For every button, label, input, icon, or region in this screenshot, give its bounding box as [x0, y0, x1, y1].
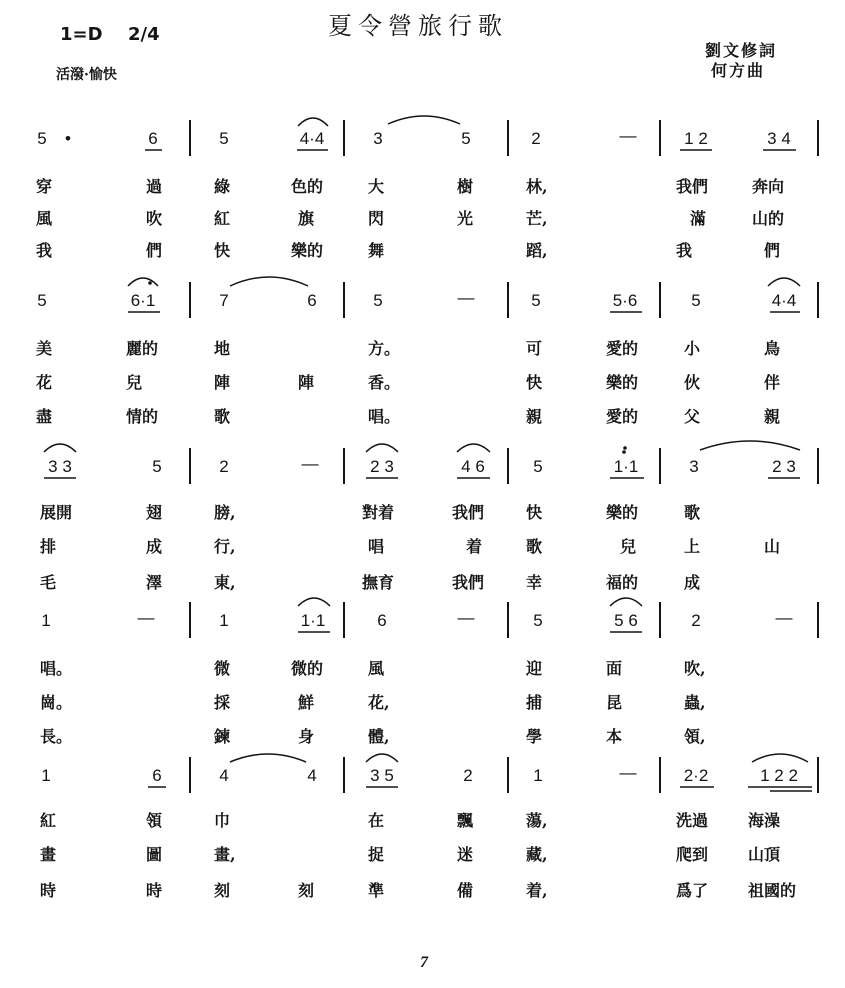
note: 2 [463, 766, 473, 785]
lyric: 陣 [214, 373, 231, 392]
composer-credit: 何方曲 [711, 61, 766, 80]
lyric: 過 [146, 177, 163, 196]
lyric: 唱。 [368, 407, 401, 426]
lyric: 排 [40, 537, 57, 556]
note: 5 [219, 129, 229, 148]
lyric: 對着 [362, 503, 395, 522]
lyric: 情的 [126, 407, 159, 426]
dash: — [619, 126, 637, 145]
lyric: 成 [146, 537, 163, 556]
lyric: 爬到 [676, 845, 709, 864]
lyric: 捉 [368, 845, 385, 864]
lyric: 們 [146, 241, 163, 260]
note: 1 [219, 611, 229, 630]
note: 1 2 2 [760, 766, 798, 785]
lyric: 幸 [526, 573, 543, 592]
note: 2·2 [683, 766, 709, 785]
lyric: 昆 [606, 693, 623, 712]
lyric: 領, [684, 727, 706, 746]
note: 4·4 [299, 129, 325, 148]
key-signature: 1=D [60, 24, 103, 45]
octave-dot [623, 446, 627, 450]
note-dot: • [65, 129, 71, 148]
slur [388, 116, 460, 124]
slur [700, 441, 800, 450]
slur [366, 754, 398, 762]
lyric: 吹 [146, 209, 163, 228]
note: 4 6 [461, 457, 485, 476]
lyric: 歌 [684, 503, 701, 522]
song-title: 夏令營旅行歌 [328, 12, 508, 40]
lyric: 花, [368, 693, 390, 712]
lyric: 翅 [146, 503, 163, 522]
lyric: 鳥 [764, 339, 781, 358]
note: 6 [152, 766, 162, 785]
lyric: 撫育 [362, 573, 395, 592]
note: 3 3 [48, 457, 72, 476]
lyric: 唱 [368, 537, 385, 556]
lyric: 樂的 [291, 241, 324, 260]
lyric: 微的 [291, 659, 324, 678]
note: 2 [219, 457, 229, 476]
lyric: 展開 [40, 503, 73, 522]
lyric: 我 [676, 241, 693, 260]
lyric: 紅 [214, 209, 231, 228]
lyric: 學 [526, 727, 543, 746]
lyric: 刻 [214, 881, 231, 900]
slur [610, 598, 642, 606]
lyric: 我們 [452, 503, 485, 522]
note: 6·1 [130, 291, 156, 310]
lyric: 巾 [214, 811, 231, 830]
lyric: 上 [684, 537, 701, 556]
octave-dot [148, 281, 152, 285]
lyric: 刻 [298, 881, 315, 900]
lyric: 山的 [752, 209, 785, 228]
lyric: 歌 [526, 537, 543, 556]
lyric: 着, [526, 881, 548, 900]
lyric: 愛的 [606, 339, 639, 358]
note: 5·6 [612, 291, 638, 310]
lyric: 快 [214, 241, 231, 260]
lyric: 盡 [36, 407, 53, 426]
lyric: 樂的 [606, 373, 639, 392]
lyric: 兒 [126, 373, 143, 392]
slur [128, 278, 158, 286]
lyric: 備 [457, 881, 474, 900]
note: 4 [307, 766, 317, 785]
lyric: 愛的 [606, 407, 639, 426]
lyric: 風 [36, 209, 53, 228]
lyric: 圖 [146, 845, 163, 864]
lyric: 崗。 [40, 693, 73, 712]
lyric: 旗 [298, 209, 315, 228]
lyric: 面 [606, 659, 623, 678]
lyric: 時 [40, 881, 57, 900]
slur [752, 754, 808, 762]
lyric: 時 [146, 881, 163, 900]
lyric: 我 [36, 241, 53, 260]
lyric: 我們 [676, 177, 709, 196]
lyric: 身 [298, 727, 315, 746]
lyric: 捕 [526, 693, 543, 712]
note: 5 [373, 291, 383, 310]
lyric: 伴 [764, 373, 781, 392]
slur [298, 118, 328, 126]
lyric: 膀, [214, 503, 236, 522]
lyric: 本 [606, 727, 623, 746]
note: 5 [533, 457, 543, 476]
lyric: 兒 [620, 537, 637, 556]
lyric: 父 [684, 407, 701, 426]
lyric: 地 [214, 339, 231, 358]
octave-dot [622, 450, 626, 454]
lyric: 滿 [690, 209, 707, 228]
note: 6 [307, 291, 317, 310]
dash: — [457, 608, 475, 627]
lyric: 迎 [526, 659, 543, 678]
note: 3 5 [370, 766, 394, 785]
note: 5 [531, 291, 541, 310]
lyric: 澤 [146, 573, 163, 592]
note: 3 [689, 457, 699, 476]
lyric: 唱。 [40, 659, 73, 678]
lyric: 閃 [368, 209, 385, 228]
note: 1 2 [684, 129, 708, 148]
lyric: 林, [526, 177, 548, 196]
note: 5 [37, 129, 47, 148]
lyric: 海澡 [748, 811, 781, 830]
note: 5 [533, 611, 543, 630]
note: 2 3 [370, 457, 394, 476]
dash: — [619, 763, 637, 782]
note: 1·1 [613, 457, 639, 476]
note: 1·1 [300, 611, 326, 630]
lyric: 領 [146, 811, 163, 830]
lyric: 奔向 [752, 177, 785, 196]
lyric: 長。 [40, 727, 73, 746]
lyric: 畫, [214, 845, 236, 864]
dash: — [775, 608, 793, 627]
lyric: 行, [214, 537, 236, 556]
lyric: 祖國的 [748, 881, 797, 900]
lyric: 風 [368, 659, 385, 678]
lyricist-credit: 劉文修詞 [705, 41, 778, 60]
lyric: 蕩, [526, 811, 548, 830]
lyric: 美 [36, 339, 53, 358]
lyric: 着 [466, 537, 483, 556]
lyric: 山頂 [748, 845, 781, 864]
lyric: 成 [684, 573, 701, 592]
note: 2 [691, 611, 701, 630]
lyric: 快 [526, 373, 543, 392]
note: 7 [219, 291, 229, 310]
lyric: 體, [368, 727, 390, 746]
lyric: 方。 [368, 339, 401, 358]
lyric: 採 [214, 693, 231, 712]
note: 4·4 [771, 291, 797, 310]
lyric: 東, [214, 573, 236, 592]
lyric: 親 [526, 407, 543, 426]
lyric: 歌 [214, 407, 231, 426]
lyric: 毛 [40, 573, 57, 592]
note: 3 [373, 129, 383, 148]
lyric: 香。 [368, 373, 401, 392]
note: 1 [41, 766, 51, 785]
note: 5 6 [614, 611, 638, 630]
lyric: 光 [457, 209, 474, 228]
lyric: 色的 [291, 177, 324, 196]
lyric: 穿 [36, 177, 53, 196]
lyric: 蹈, [526, 241, 548, 260]
lyric: 陣 [298, 373, 315, 392]
note: 3 4 [767, 129, 791, 148]
note: 2 [531, 129, 541, 148]
lyric: 飄 [457, 811, 474, 830]
lyric: 伙 [684, 373, 701, 392]
lyric: 藏, [526, 845, 548, 864]
lyric: 芒, [526, 209, 548, 228]
page-number: 7 [420, 954, 428, 971]
lyric: 洗過 [676, 811, 709, 830]
lyric: 樂的 [606, 503, 639, 522]
lyric: 準 [368, 881, 385, 900]
slur [230, 754, 306, 762]
note: 6 [148, 129, 158, 148]
note: 2 3 [772, 457, 796, 476]
note: 1 [41, 611, 51, 630]
lyric: 大 [368, 177, 385, 196]
slur [768, 278, 800, 286]
note: 5 [37, 291, 47, 310]
lyric: 爲了 [676, 881, 709, 900]
lyric: 微 [214, 659, 231, 678]
lyric: 麗的 [126, 339, 159, 358]
slur [44, 444, 76, 452]
lyric: 迷 [457, 845, 474, 864]
tempo-marking: 活潑·愉快 [56, 67, 117, 83]
note: 5 [691, 291, 701, 310]
note: 6 [377, 611, 387, 630]
lyric: 我們 [452, 573, 485, 592]
slur [457, 444, 490, 452]
lyric: 可 [526, 339, 543, 358]
note: 5 [152, 457, 162, 476]
dash: — [137, 608, 155, 627]
lyric: 快 [526, 503, 543, 522]
lyric: 親 [764, 407, 781, 426]
lyric: 樹 [457, 177, 474, 196]
time-signature: 2/4 [128, 24, 160, 45]
lyric: 在 [368, 811, 385, 830]
lyric: 蟲, [684, 693, 706, 712]
lyric: 小 [684, 339, 701, 358]
note: 1 [533, 766, 543, 785]
lyric: 福的 [606, 573, 639, 592]
dash: — [301, 454, 319, 473]
lyric: 們 [764, 241, 781, 260]
slur [366, 444, 398, 452]
lyric: 吹, [684, 659, 706, 678]
lyric: 花 [36, 373, 53, 392]
lyric: 綠 [214, 177, 231, 196]
note: 5 [461, 129, 471, 148]
note: 4 [219, 766, 229, 785]
lyric: 山 [764, 537, 781, 556]
lyric: 鍊 [214, 727, 231, 746]
lyric: 紅 [40, 811, 57, 830]
slur [298, 598, 330, 606]
lyric: 畫 [40, 845, 57, 864]
dash: — [457, 288, 475, 307]
slur [230, 277, 308, 286]
lyric: 舞 [368, 241, 385, 260]
lyric: 鮮 [298, 693, 315, 712]
